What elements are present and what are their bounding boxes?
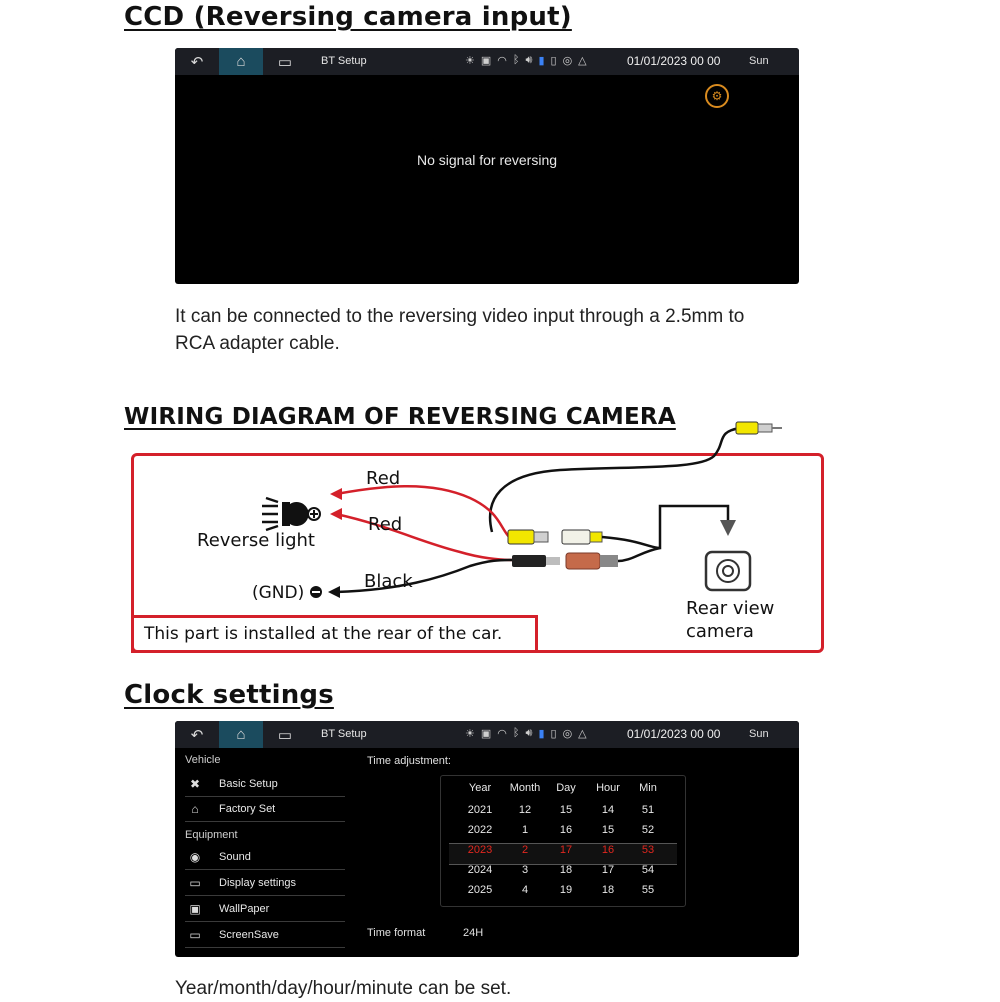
picker-cell-hour: 17 <box>601 864 615 876</box>
picker-cell-min: 51 <box>641 804 655 816</box>
picker-cell-hour: 18 <box>601 884 615 896</box>
status-icons <box>465 54 587 67</box>
volume-icon[interactable]: 🔊︎ <box>525 54 533 66</box>
picker-col-hour: Hour <box>596 782 620 794</box>
camera-label-line1: Rear view <box>686 598 775 619</box>
rear-install-note: This part is installed at the rear of the car. <box>144 624 503 644</box>
picker-cell-year: 2023 <box>467 844 493 856</box>
bluetooth-icon: ᛒ <box>512 54 520 66</box>
reversing-camera-screen <box>175 48 799 284</box>
reverse-light-label: Reverse light <box>197 530 315 551</box>
wifi-icon: ◠ <box>497 728 507 740</box>
status-bar <box>175 48 799 75</box>
ccd-description-line1: It can be connected to the reversing video input through a 2.5mm to <box>175 306 745 327</box>
red-wire-label-bottom: Red <box>368 514 403 535</box>
warning-icon: △ <box>578 728 587 740</box>
menu-item-factory-set[interactable]: ⌂ Factory Set <box>185 799 345 822</box>
bluetooth-icon: ᛒ <box>512 727 520 739</box>
picker-cell-month: 12 <box>518 804 532 816</box>
status-datetime: 01/01/2023 00 00 <box>627 727 721 741</box>
picker-cell-month: 4 <box>521 884 529 896</box>
brightness-icon[interactable]: ☀ <box>465 55 475 67</box>
recent-apps-icon[interactable]: ▭ <box>277 726 293 744</box>
status-day: Sun <box>749 728 769 740</box>
camera-label-line2: camera <box>686 621 754 642</box>
time-format-label: Time format <box>367 927 426 939</box>
sd-card-icon: ▯ <box>550 728 557 740</box>
picker-col-month: Month <box>509 782 541 794</box>
picker-cell-day: 18 <box>559 864 573 876</box>
picker-cell-day: 16 <box>559 824 573 836</box>
back-icon[interactable]: ↶ <box>190 726 204 744</box>
volume-icon[interactable]: 🔊︎ <box>525 727 533 739</box>
home-icon[interactable]: ⌂ <box>219 48 263 75</box>
top-rca-plug <box>736 422 782 434</box>
picker-cell-min: 53 <box>641 844 655 856</box>
camera-switch-icon[interactable]: ⚙ <box>705 84 729 108</box>
status-title: BT Setup <box>321 55 367 67</box>
usb-icon: ▮ <box>538 55 545 67</box>
factory-icon: ⌂ <box>191 802 199 816</box>
steering-icon: ◎ <box>562 55 573 67</box>
picker-cell-year: 2024 <box>467 864 493 876</box>
brightness-icon[interactable]: ☀ <box>465 728 475 740</box>
tools-icon: ✖ <box>189 777 201 791</box>
red-wire-label-top: Red <box>366 468 401 489</box>
monitor-icon: ▭ <box>189 928 201 942</box>
picker-cell-year: 2021 <box>467 804 493 816</box>
screen-icon: ▣ <box>480 728 492 740</box>
picker-cell-hour: 15 <box>601 824 615 836</box>
menu-item-screensave[interactable]: ▭ ScreenSave <box>185 925 345 948</box>
menu-group-vehicle: Vehicle <box>185 754 221 766</box>
picker-cell-hour: 16 <box>601 844 615 856</box>
time-format-value[interactable]: 24H <box>463 927 484 939</box>
status-title: BT Setup <box>321 728 367 740</box>
menu-group-equipment: Equipment <box>185 829 238 841</box>
usb-icon: ▮ <box>538 728 545 740</box>
menu-item-basic-setup[interactable]: ✖ Basic Setup <box>185 774 345 797</box>
clock-description: Year/month/day/hour/minute can be set. <box>175 978 512 999</box>
status-day: Sun <box>749 55 769 67</box>
ccd-heading: CCD (Reversing camera input) <box>124 2 572 32</box>
picker-cell-year: 2025 <box>467 884 493 896</box>
sd-card-icon: ▯ <box>550 55 557 67</box>
wifi-icon: ◠ <box>497 55 507 67</box>
datetime-picker[interactable] <box>440 775 686 907</box>
settings-menu <box>175 748 350 957</box>
display-icon: ▭ <box>189 876 201 890</box>
warning-icon: △ <box>578 55 587 67</box>
picker-cell-min: 54 <box>641 864 655 876</box>
menu-item-sound[interactable]: ◉ Sound <box>185 847 345 870</box>
picker-cell-month: 3 <box>521 864 529 876</box>
steering-icon: ◎ <box>562 728 573 740</box>
clock-heading: Clock settings <box>124 680 334 710</box>
sound-icon: ◉ <box>189 850 201 864</box>
picker-cell-min: 52 <box>641 824 655 836</box>
wallpaper-icon: ▣ <box>189 902 201 916</box>
screen-icon: ▣ <box>480 55 492 67</box>
back-icon[interactable]: ↶ <box>190 53 204 71</box>
black-wire-label: Black <box>364 571 413 592</box>
menu-item-wallpaper[interactable]: ▣ WallPaper <box>185 899 345 922</box>
picker-cell-month: 1 <box>521 824 529 836</box>
ccd-description <box>175 303 744 357</box>
menu-item-display-settings[interactable]: ▭ Display settings <box>185 873 345 896</box>
ccd-description-line2: RCA adapter cable. <box>175 333 340 354</box>
picker-cell-hour: 14 <box>601 804 615 816</box>
status-icons <box>465 727 587 740</box>
picker-cell-year: 2022 <box>467 824 493 836</box>
picker-cell-day: 17 <box>559 844 573 856</box>
picker-col-year: Year <box>468 782 492 794</box>
recent-apps-icon[interactable]: ▭ <box>277 53 293 71</box>
picker-cell-month: 2 <box>521 844 529 856</box>
no-signal-message: No signal for reversing <box>416 152 558 168</box>
home-icon[interactable]: ⌂ <box>219 721 263 748</box>
status-bar <box>175 721 799 748</box>
clock-settings-screen <box>175 721 799 957</box>
picker-cell-min: 55 <box>641 884 655 896</box>
picker-col-day: Day <box>556 782 576 794</box>
status-datetime: 01/01/2023 00 00 <box>627 54 721 68</box>
gnd-label: (GND) <box>252 583 305 603</box>
picker-col-min: Min <box>639 782 657 794</box>
time-adjustment-label: Time adjustment: <box>367 755 451 767</box>
picker-cell-day: 19 <box>559 884 573 896</box>
wiring-heading: WIRING DIAGRAM OF REVERSING CAMERA <box>124 404 676 430</box>
picker-cell-day: 15 <box>559 804 573 816</box>
